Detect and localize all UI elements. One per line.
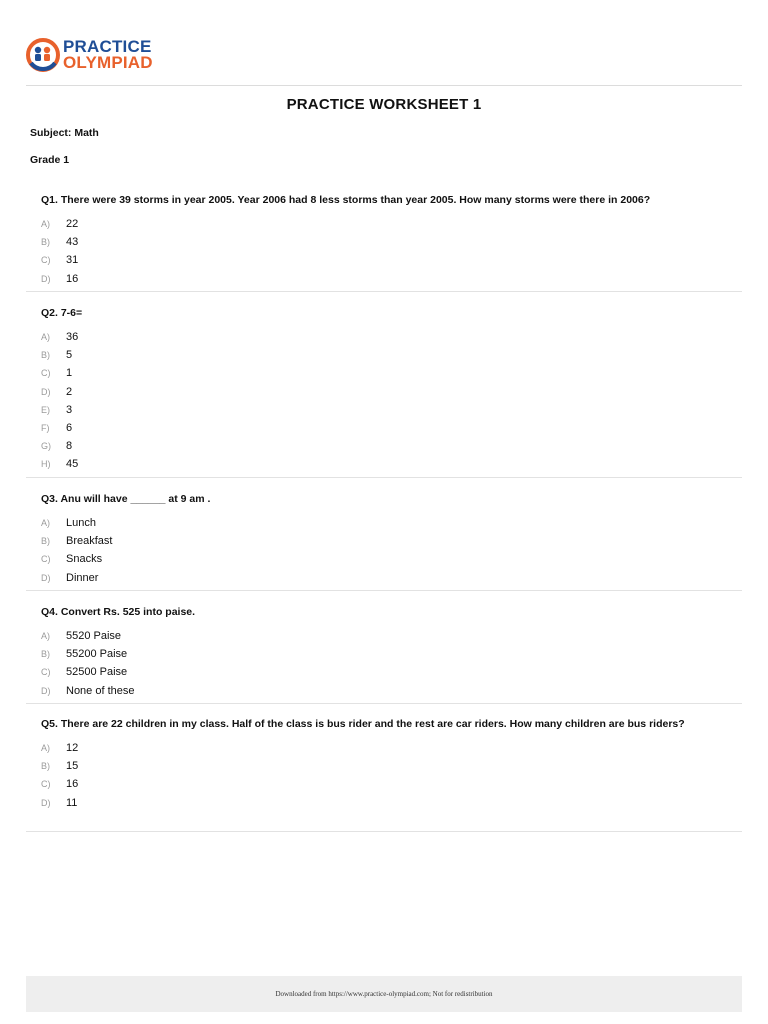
option-value: 52500 Paise bbox=[66, 666, 128, 679]
option-b[interactable] bbox=[41, 233, 742, 251]
option-letter: A) bbox=[41, 219, 50, 230]
practice-olympiad-logo bbox=[26, 38, 153, 72]
option-letter: A) bbox=[41, 518, 50, 529]
worksheet-title: PRACTICE WORKSHEET 1 bbox=[286, 96, 482, 113]
options-list bbox=[30, 739, 742, 812]
question-divider bbox=[26, 590, 742, 591]
grade-label: Grade 1 bbox=[30, 154, 70, 166]
option-value: 43 bbox=[66, 236, 79, 249]
option-value: 55200 Paise bbox=[66, 648, 128, 661]
option-b[interactable] bbox=[41, 346, 742, 364]
option-value: 5 bbox=[66, 349, 73, 362]
options-list bbox=[30, 328, 742, 474]
option-letter: C) bbox=[41, 255, 51, 266]
option-value: 22 bbox=[66, 218, 79, 231]
question-divider bbox=[26, 703, 742, 704]
option-letter: D) bbox=[41, 797, 51, 808]
option-c[interactable] bbox=[41, 775, 742, 793]
option-c[interactable] bbox=[41, 550, 742, 568]
logo-icon bbox=[26, 38, 60, 72]
option-d[interactable] bbox=[41, 794, 742, 812]
question-text: Q1. There were 39 storms in year 2005. Year 2006 had 8 less storms than year 2005. How many storms were there in 2006? bbox=[41, 194, 651, 206]
question-text: Q4. Convert Rs. 525 into paise. bbox=[41, 606, 196, 618]
options-list bbox=[30, 215, 742, 288]
option-a[interactable] bbox=[41, 328, 742, 346]
option-letter: F) bbox=[41, 423, 50, 434]
option-b[interactable] bbox=[41, 532, 742, 550]
subject-label: Subject: Math bbox=[30, 127, 99, 139]
option-letter: G) bbox=[41, 441, 51, 452]
option-value: 16 bbox=[66, 272, 79, 285]
option-letter: B) bbox=[41, 761, 50, 772]
option-c[interactable] bbox=[41, 663, 742, 681]
option-letter: B) bbox=[41, 536, 50, 547]
logo-wordmark bbox=[63, 39, 153, 71]
option-letter: B) bbox=[41, 237, 50, 248]
question-divider bbox=[26, 477, 742, 478]
question-5 bbox=[30, 717, 742, 812]
option-value: Breakfast bbox=[66, 535, 113, 548]
question-3 bbox=[30, 492, 742, 587]
footer-bar bbox=[26, 976, 742, 1012]
option-value: 3 bbox=[66, 403, 73, 416]
question-2 bbox=[30, 306, 742, 474]
question-1 bbox=[30, 193, 742, 288]
option-h[interactable] bbox=[41, 455, 742, 473]
option-c[interactable] bbox=[41, 364, 742, 382]
option-f[interactable] bbox=[41, 419, 742, 437]
option-c[interactable] bbox=[41, 251, 742, 269]
option-d[interactable] bbox=[41, 383, 742, 401]
option-g[interactable] bbox=[41, 437, 742, 455]
option-a[interactable] bbox=[41, 739, 742, 757]
question-divider bbox=[26, 291, 742, 292]
logo-line-olympiad: OLYMPIAD bbox=[63, 53, 153, 72]
option-letter: C) bbox=[41, 368, 51, 379]
option-value: 12 bbox=[66, 742, 79, 755]
question-4 bbox=[30, 605, 742, 700]
option-d[interactable] bbox=[41, 682, 742, 700]
question-divider bbox=[26, 831, 742, 832]
option-value: 11 bbox=[66, 796, 78, 809]
option-value: 5520 Paise bbox=[66, 630, 122, 643]
option-letter: D) bbox=[41, 273, 51, 284]
option-letter: D) bbox=[41, 386, 51, 397]
option-letter: A) bbox=[41, 332, 50, 343]
option-a[interactable] bbox=[41, 627, 742, 645]
option-value: Dinner bbox=[66, 571, 99, 584]
question-text: Q2. 7-6= bbox=[41, 307, 83, 319]
option-letter: E) bbox=[41, 404, 50, 415]
option-value: Lunch bbox=[66, 517, 96, 530]
options-list bbox=[30, 514, 742, 587]
option-b[interactable] bbox=[41, 645, 742, 663]
option-value: 31 bbox=[66, 254, 79, 267]
option-a[interactable] bbox=[41, 514, 742, 532]
option-letter: D) bbox=[41, 572, 51, 583]
option-letter: C) bbox=[41, 554, 51, 565]
option-letter: C) bbox=[41, 779, 51, 790]
footer-text: Downloaded from https://www.practice-olympiad.com; Not for redistribution bbox=[275, 990, 493, 998]
option-letter: B) bbox=[41, 649, 50, 660]
question-text: Q3. Anu will have ______ at 9 am . bbox=[41, 493, 211, 505]
option-e[interactable] bbox=[41, 401, 742, 419]
option-value: 36 bbox=[66, 331, 79, 344]
option-value: Snacks bbox=[66, 553, 103, 566]
option-letter: D) bbox=[41, 685, 51, 696]
option-letter: A) bbox=[41, 743, 50, 754]
option-d[interactable] bbox=[41, 270, 742, 288]
option-value: 6 bbox=[66, 422, 73, 435]
option-d[interactable] bbox=[41, 569, 742, 587]
option-value: 15 bbox=[66, 760, 79, 773]
header-divider bbox=[26, 85, 742, 86]
option-b[interactable] bbox=[41, 757, 742, 775]
option-value: 45 bbox=[66, 458, 79, 471]
option-letter: H) bbox=[41, 459, 51, 470]
option-letter: B) bbox=[41, 350, 50, 361]
option-value: 16 bbox=[66, 778, 79, 791]
option-value: 8 bbox=[66, 440, 73, 453]
option-letter: C) bbox=[41, 667, 51, 678]
option-value: 1 bbox=[66, 367, 73, 380]
option-value: 2 bbox=[66, 385, 73, 398]
option-value: None of these bbox=[66, 684, 135, 697]
question-text: Q5. There are 22 children in my class. Half of the class is bus rider and the rest are car riders. How many children are bus riders? bbox=[41, 718, 685, 730]
option-a[interactable] bbox=[41, 215, 742, 233]
logo-line-practice: PRACTICE bbox=[63, 37, 152, 56]
option-letter: A) bbox=[41, 631, 50, 642]
options-list bbox=[30, 627, 742, 700]
